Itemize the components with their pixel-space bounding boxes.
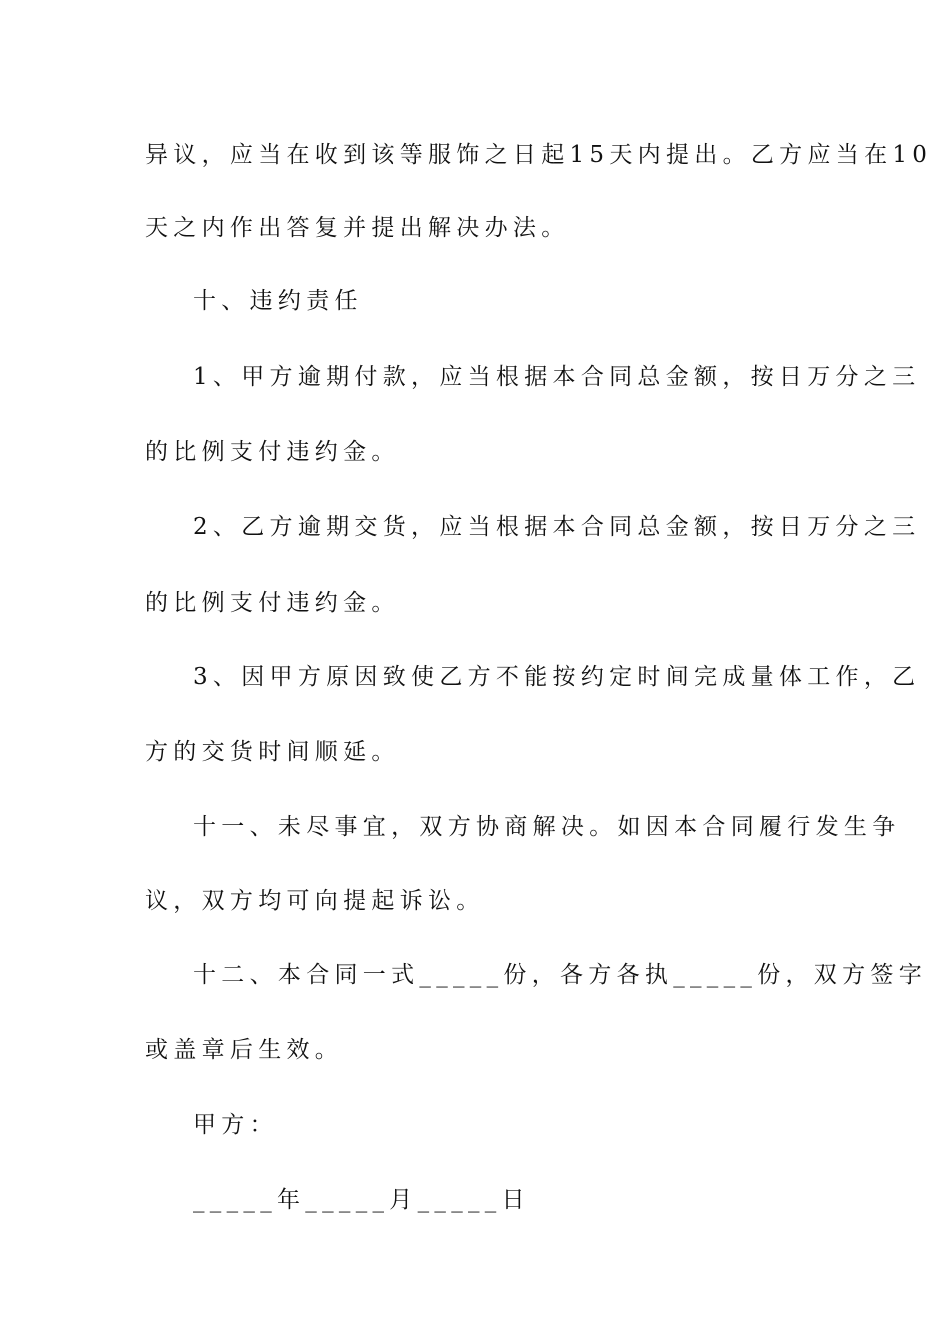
date-line: _____年_____月_____日 xyxy=(193,1187,530,1213)
section-11-line-2: 议，双方均可向提起诉讼。 xyxy=(145,888,485,914)
text-line-2: 天之内作出答复并提出解决办法。 xyxy=(145,215,570,241)
section-11-line-1: 十一、未尽事宜，双方协商解决。如因本合同履行发生争 xyxy=(193,814,901,840)
section-heading-10: 十、违约责任 xyxy=(193,288,363,314)
section-12-line-2: 或盖章后生效。 xyxy=(145,1037,344,1063)
text-line-1: 异议，应当在收到该等服饰之日起15天内提出。乙方应当在10 xyxy=(145,142,933,168)
clause-2-line-1: 2、乙方逾期交货，应当根据本合同总金额，按日万分之三 xyxy=(193,514,921,540)
clause-3-line-2: 方的交货时间顺延。 xyxy=(145,739,400,765)
clause-3-line-1: 3、因甲方原因致使乙方不能按约定时间完成量体工作，乙 xyxy=(193,664,921,690)
party-a-label: 甲方： xyxy=(193,1112,278,1138)
clause-1-line-2: 的比例支付违约金。 xyxy=(145,439,400,465)
section-12-line-1: 十二、本合同一式_____份，各方各执_____份，双方签字 xyxy=(193,962,927,988)
clause-2-line-2: 的比例支付违约金。 xyxy=(145,590,400,616)
clause-1-line-1: 1、甲方逾期付款，应当根据本合同总金额，按日万分之三 xyxy=(193,364,921,390)
